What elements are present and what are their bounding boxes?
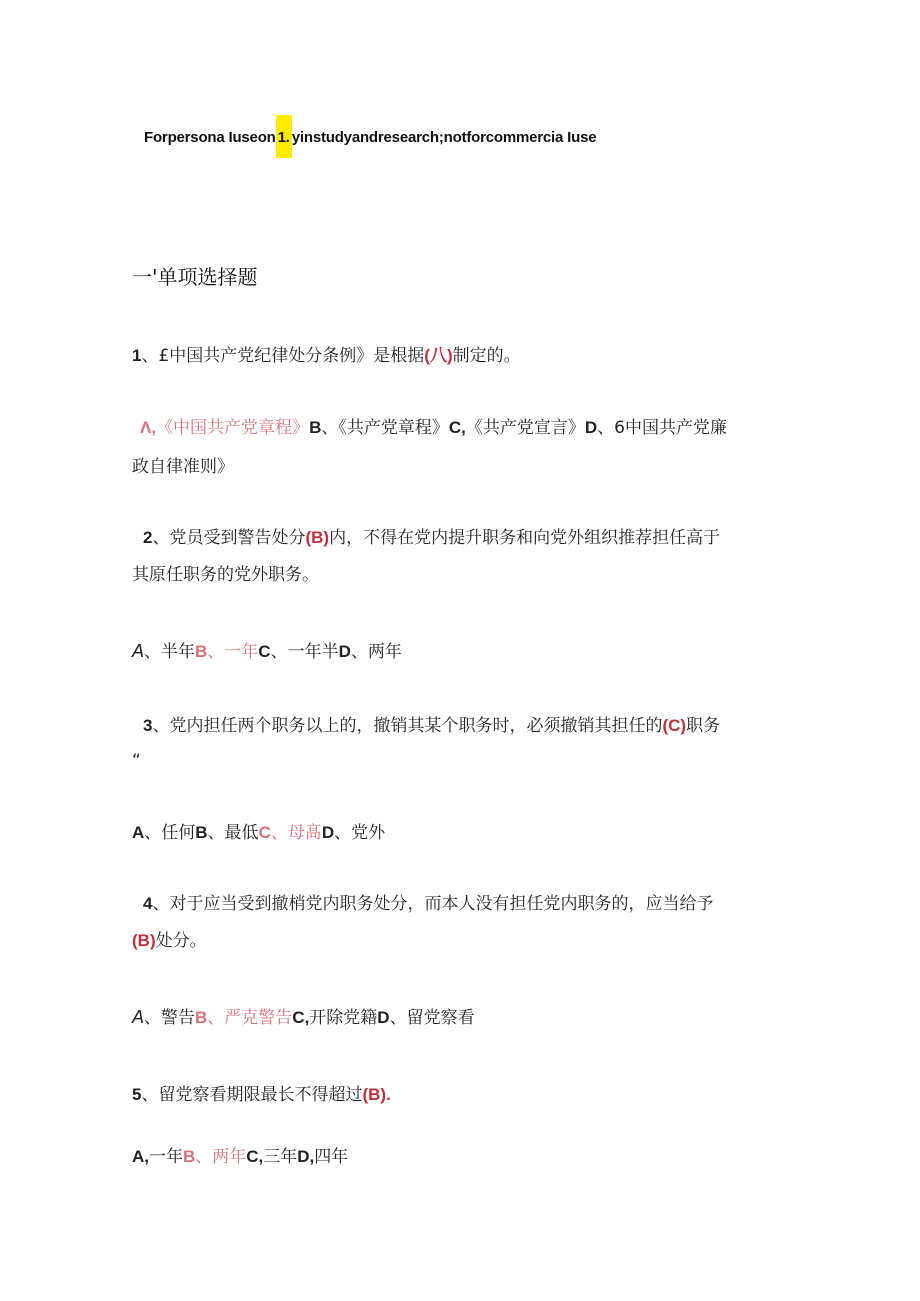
- option-b-text: 、严克警告: [207, 1008, 293, 1028]
- option-a-text: 、半年: [144, 642, 196, 662]
- question-1-options: [140, 417, 727, 439]
- question-1: [132, 345, 521, 367]
- option-a-text: 《中国共产党章程》: [156, 418, 310, 438]
- option-d-text: 、两年: [350, 642, 402, 662]
- question-4-cont: [132, 930, 207, 952]
- option-d-text: 、留党察看: [389, 1008, 475, 1028]
- option-b-text: 、最低: [207, 823, 259, 843]
- question-answer: (B): [305, 528, 330, 547]
- question-answer: (C): [662, 716, 687, 735]
- question-3: [143, 715, 720, 737]
- option-b-label: B: [195, 823, 208, 842]
- header-highlight: 1.: [276, 115, 292, 158]
- section-title: 一'单项选择题: [132, 265, 258, 289]
- option-c-text: 《共产党宣言》: [465, 418, 585, 438]
- question-text: 、对于应当受到撤梢党内职务处分，而本人没有担任党内职务的，应当给予: [152, 894, 714, 914]
- option-b-label: B: [309, 418, 322, 437]
- option-d-text: 、6中国共产党廉: [597, 418, 727, 438]
- option-d-label: D: [377, 1008, 390, 1027]
- option-b-text: 、两年: [195, 1147, 247, 1167]
- option-a-label: A,: [132, 1147, 149, 1166]
- question-number: 5: [132, 1085, 142, 1104]
- question-5-options: [132, 1146, 348, 1168]
- question-2: [143, 527, 720, 549]
- option-b-text: 、《共产党章程》: [321, 418, 449, 438]
- option-a-label: Λ,: [140, 418, 157, 437]
- option-a-text: 、任何: [144, 823, 196, 843]
- header-text-after: yinstudyandresearch;notforcommercia Iuse: [291, 129, 597, 146]
- option-c-label: C,: [448, 418, 466, 437]
- question-text: 、党员受到警告处分: [152, 528, 306, 548]
- option-b-label: B: [195, 1008, 208, 1027]
- question-text: 制定的。: [452, 346, 521, 366]
- question-text: 处分。: [155, 931, 207, 951]
- question-5: [132, 1084, 391, 1106]
- option-b-label: B: [195, 642, 208, 661]
- question-text: 职务: [686, 716, 721, 736]
- option-d-label: D: [584, 418, 598, 437]
- question-number: 1: [132, 346, 142, 365]
- question-answer: (八): [424, 346, 453, 365]
- header-text-before: Forpersona Iuseon: [144, 129, 276, 146]
- option-c-text: 三年: [263, 1147, 298, 1167]
- option-c-text: 、母髙: [270, 823, 322, 843]
- option-d-label: D,: [297, 1147, 315, 1166]
- option-c-label: C: [258, 823, 271, 842]
- option-a-text: 、警告: [144, 1008, 196, 1028]
- option-d-label: D: [338, 642, 351, 661]
- question-number: 4: [143, 894, 153, 913]
- question-number: 2: [143, 528, 153, 547]
- option-c-label: C: [258, 642, 271, 661]
- question-4-options: [132, 1006, 475, 1029]
- question-1-options-cont: 政自律准则》: [132, 457, 234, 477]
- option-a-label: A: [132, 641, 145, 661]
- option-b-label: B: [183, 1147, 196, 1166]
- question-2-cont: 其原任职务的党外职务。: [132, 565, 319, 585]
- question-text: 、£中国共产党纪律处分条例》是根据: [141, 346, 425, 366]
- option-a-label: A: [132, 823, 145, 842]
- option-c-label: C,: [246, 1147, 264, 1166]
- option-b-text: 、一年: [207, 642, 259, 662]
- option-c-text: 开除党籍: [309, 1008, 378, 1028]
- question-text: 、党内担任两个职务以上的，撤销其某个职务时，必须撤销其担任的: [152, 716, 663, 736]
- question-text: 、留党察看期限最长不得超过: [141, 1085, 363, 1105]
- question-number: 3: [143, 716, 153, 735]
- option-a-label: A: [132, 1007, 145, 1027]
- option-d-label: D: [321, 823, 335, 842]
- question-3-options: [132, 822, 385, 844]
- question-answer: (B).: [362, 1085, 391, 1104]
- option-c-text: 、一年半: [270, 642, 339, 662]
- option-c-label: C,: [292, 1008, 310, 1027]
- option-d-text: 四年: [314, 1147, 349, 1167]
- question-3-cont: “: [132, 751, 141, 771]
- header-notice: [144, 127, 596, 149]
- option-d-text: 、党外: [334, 823, 386, 843]
- question-2-options: [132, 640, 402, 663]
- option-a-text: 一年: [149, 1147, 183, 1167]
- question-4: [143, 893, 713, 915]
- question-text: 内，不得在党内提升职务和向党外组织推荐担任高于: [329, 528, 721, 548]
- question-answer: (B): [132, 931, 156, 950]
